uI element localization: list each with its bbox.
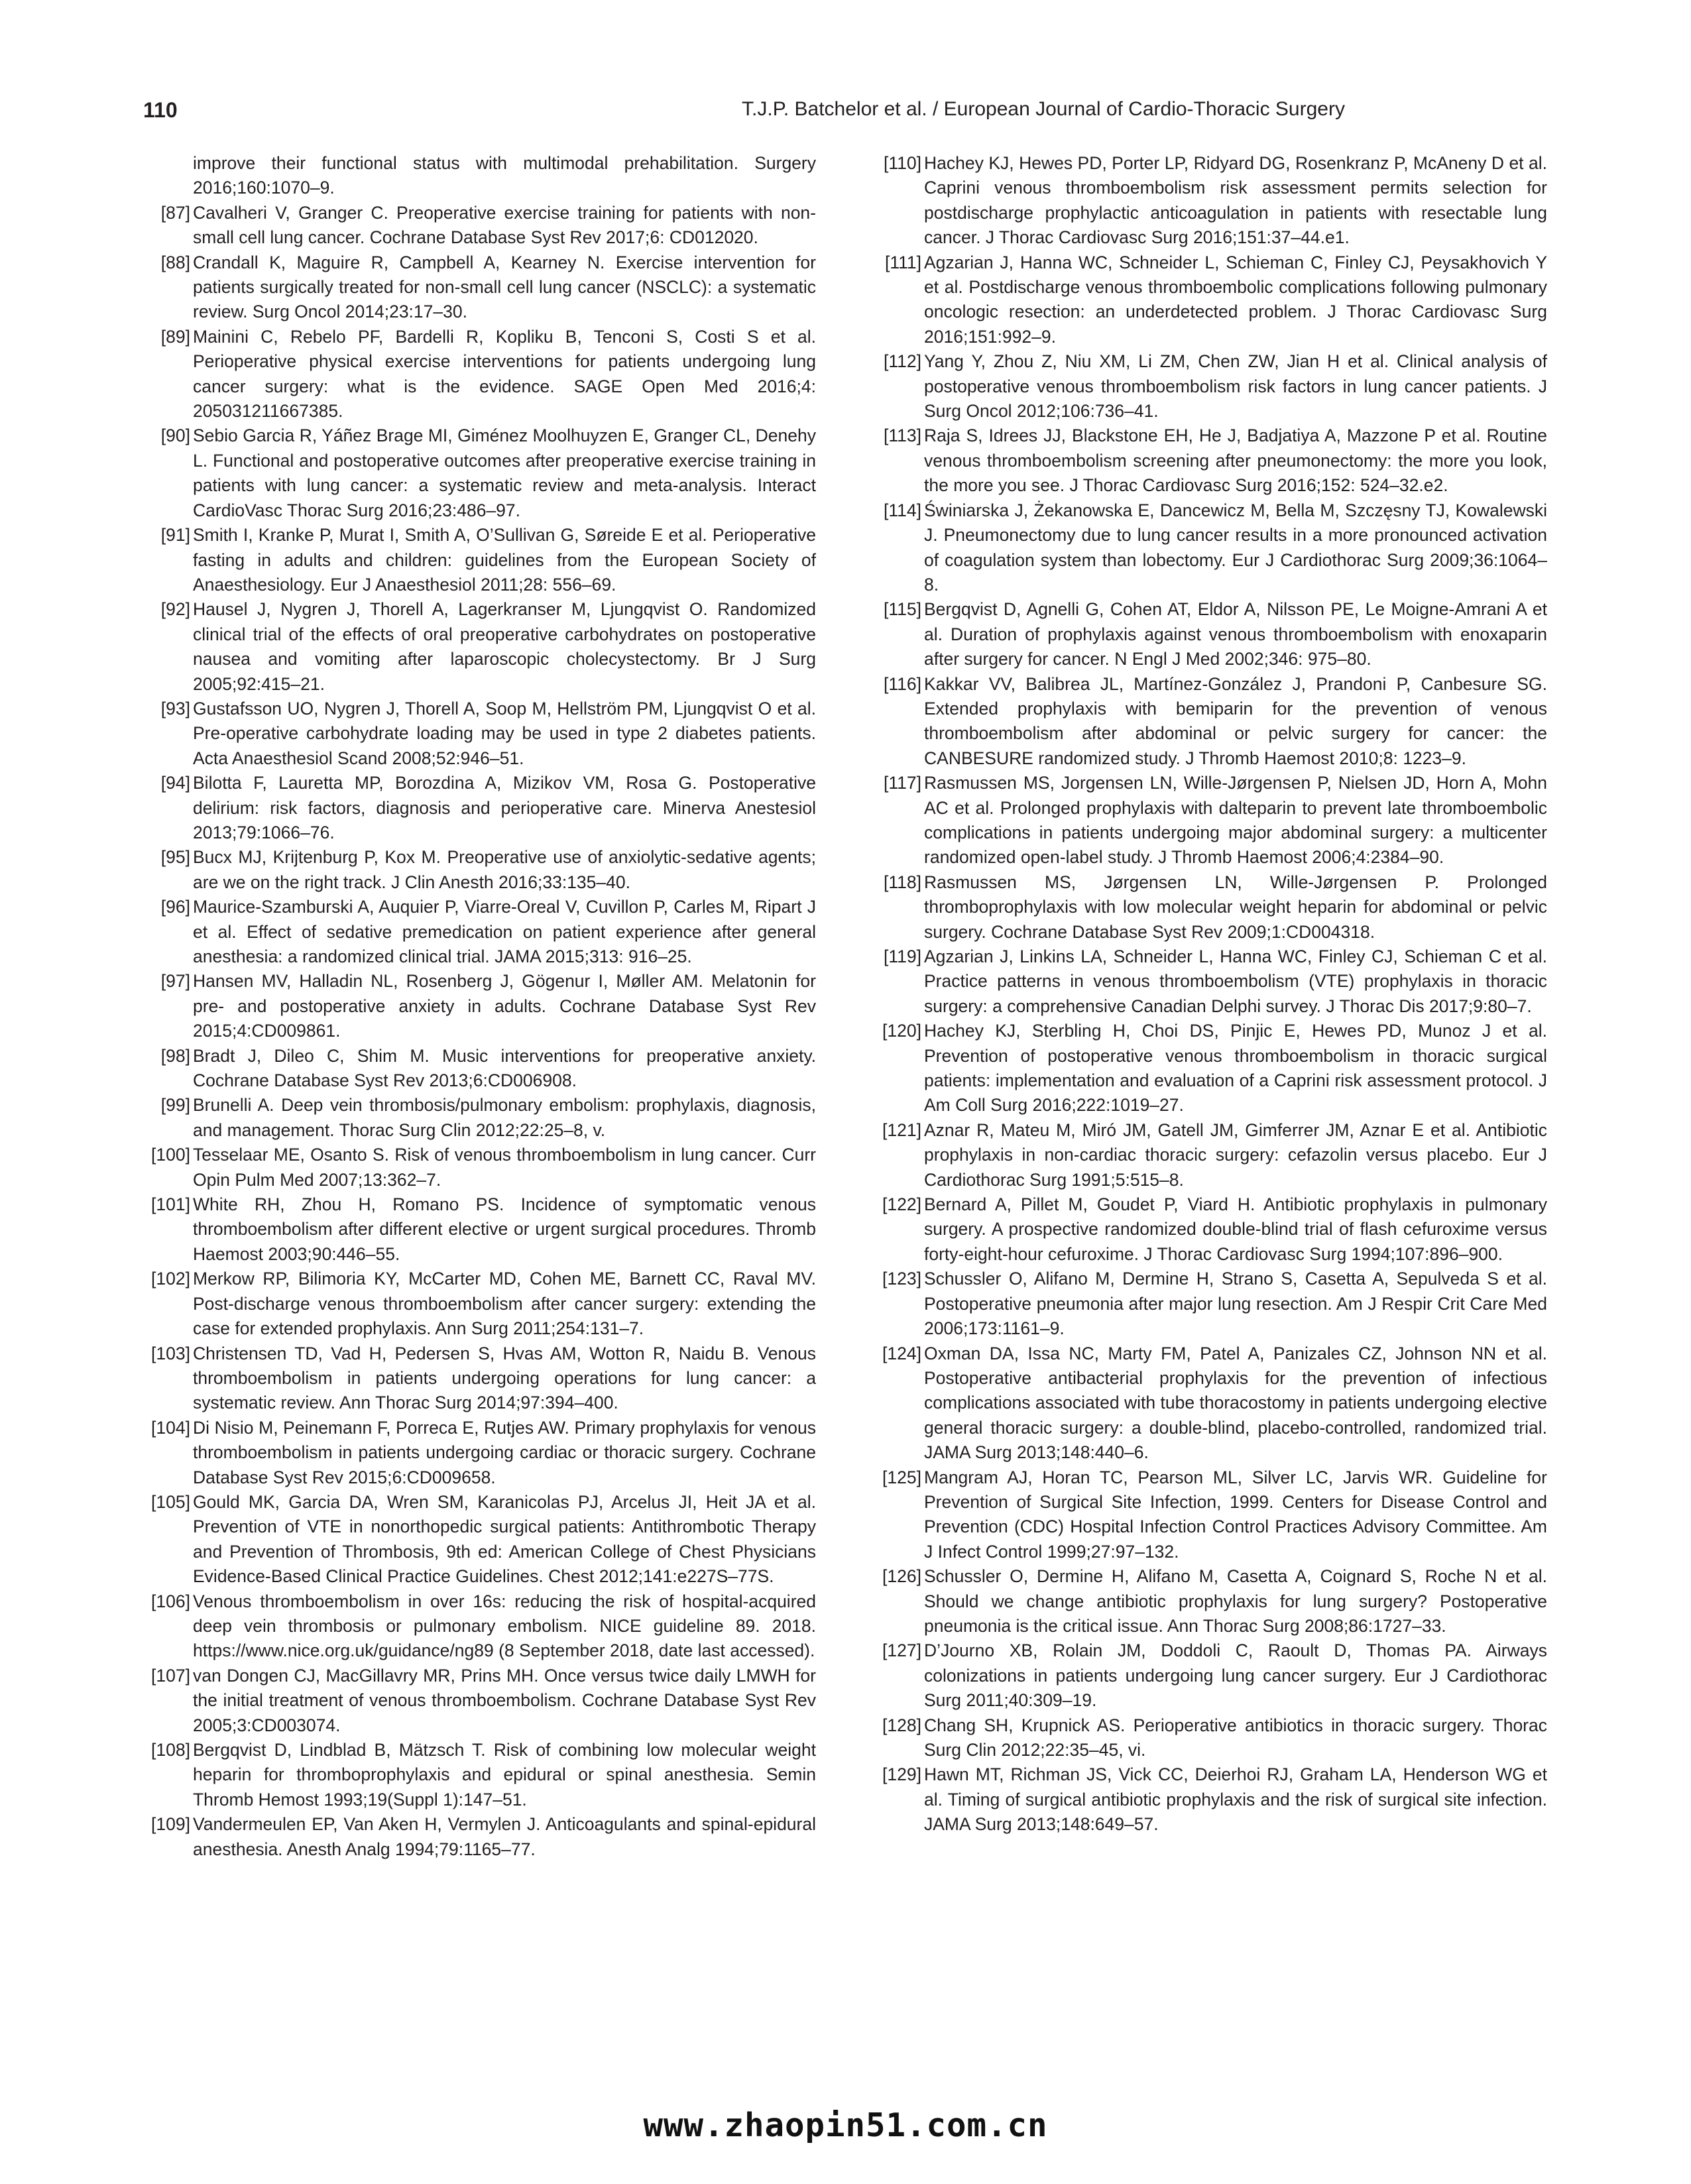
reference-number: [98] bbox=[160, 1045, 190, 1066]
reference-text: Tesselaar ME, Osanto S. Risk of venous thromboembolism in lung cancer. Curr Opin Pulm Med 2007;13:362–7. bbox=[193, 1145, 816, 1190]
reference-item bbox=[143, 771, 816, 845]
reference-number: [95] bbox=[160, 847, 190, 868]
reference-number: [117] bbox=[884, 773, 921, 793]
reference-number: [125] bbox=[882, 1467, 921, 1487]
reference-item bbox=[874, 251, 1547, 350]
reference-text: Yang Y, Zhou Z, Niu XM, Li ZM, Chen ZW, Jian H et al. Clinical analysis of postoperative venous thromboembolism risk factors in lung cancer patients. J Surg Oncol 2012;106:736–41. bbox=[924, 351, 1547, 422]
reference-item bbox=[874, 597, 1547, 671]
reference-column-left bbox=[143, 151, 816, 1862]
reference-number: [89] bbox=[160, 326, 190, 347]
reference-text: Kakkar VV, Balibrea JL, Martínez-González J, Prandoni P, Canbesure SG. Extended prophylaxis with bemiparin for the prevention of venous thromboembolism after abdominal or pelvic surgery for cancer: the CANBESURE randomized study. J Thromb Haemost 2010;8: 1223–9. bbox=[924, 673, 1547, 768]
reference-number: [105] bbox=[151, 1491, 190, 1512]
reference-item bbox=[874, 1466, 1547, 1565]
reference-text: Schussler O, Dermine H, Alifano M, Casetta A, Coignard S, Roche N et al. Should we change antibiotic prophylaxis for lung surgery? Postoperative pneumonia is the critical issue. Ann Thorac Surg 2008;86:1727–33. bbox=[924, 1566, 1547, 1636]
reference-text: Gould MK, Garcia DA, Wren SM, Karanicolas PJ, Arcelus JI, Heit JA et al. Prevention of VTE in nonorthopedic surgical patients: Antithrombotic Therapy and Prevention of Thrombosis, 9th ed: American College of Chest Physicians Evidence-Based Clinical Practice Guidelines. Chest 2012;141:e227S–77S. bbox=[193, 1491, 816, 1587]
reference-column-right bbox=[874, 151, 1547, 1837]
running-head: T.J.P. Batchelor et al. / European Journal of Cardio-Thoracic Surgery bbox=[742, 98, 1345, 120]
reference-number: [124] bbox=[882, 1343, 921, 1363]
reference-text: Venous thromboembolism in over 16s: reducing the risk of hospital-acquired deep vein thrombosis or pulmonary embolism. NICE guideline 89. 2018. https://www.nice.org.uk/guidance/ng89 (8 September 2018, date last accessed). bbox=[193, 1591, 816, 1661]
reference-item bbox=[874, 498, 1547, 598]
reference-text: Bergqvist D, Agnelli G, Cohen AT, Eldor A, Nilsson PE, Le Moigne-Amrani A et al. Duration of prophylaxis against venous thromboembolism with enoxaparin after surgery for cancer. N Engl J Med 2002;346: 975–80. bbox=[924, 599, 1547, 669]
reference-text: White RH, Zhou H, Romano PS. Incidence of symptomatic venous thromboembolism after different elective or urgent surgical procedures. Thromb Haemost 2003;90:446–55. bbox=[193, 1194, 816, 1264]
reference-item bbox=[874, 1762, 1547, 1837]
reference-item bbox=[874, 771, 1547, 870]
reference-number: [118] bbox=[884, 872, 921, 892]
reference-item bbox=[874, 424, 1547, 498]
reference-number: [97] bbox=[160, 971, 190, 992]
reference-number: [92] bbox=[160, 599, 190, 620]
reference-text: Hansen MV, Halladin NL, Rosenberg J, Gögenur I, Møller AM. Melatonin for pre- and postoperative anxiety in adults. Cochrane Database Syst Rev 2015;4:CD009861. bbox=[193, 971, 816, 1041]
reference-number: [113] bbox=[884, 426, 921, 446]
reference-text: Crandall K, Maguire R, Campbell A, Kearney N. Exercise intervention for patients surgically treated for non-small cell lung cancer (NSCLC): a systematic review. Surg Oncol 2014;23:17–30. bbox=[193, 252, 816, 322]
reference-text: Maurice-Szamburski A, Auquier P, Viarre-Oreal V, Cuvillon P, Carles M, Ripart J et al. Effect of sedative premedication on patient experience after general anesthesia: a randomized clinical trial. JAMA 2015;313: 916–25. bbox=[193, 897, 816, 966]
reference-text: Schussler O, Alifano M, Dermine H, Strano S, Casetta A, Sepulveda S et al. Postoperative pneumonia after major lung resection. Am J Respir Crit Care Med 2006;173:1161–9. bbox=[924, 1269, 1547, 1339]
reference-number: [128] bbox=[882, 1715, 921, 1735]
reference-item bbox=[874, 1638, 1547, 1713]
reference-number: [110] bbox=[884, 153, 921, 173]
reference-number: [123] bbox=[882, 1269, 921, 1289]
reference-number: [104] bbox=[151, 1417, 190, 1438]
reference-text: Bradt J, Dileo C, Shim M. Music interventions for preoperative anxiety. Cochrane Database Syst Rev 2013;6:CD006908. bbox=[193, 1045, 816, 1091]
reference-item bbox=[143, 1044, 816, 1094]
reference-item bbox=[143, 1738, 816, 1812]
reference-item bbox=[143, 895, 816, 969]
reference-item bbox=[143, 969, 816, 1043]
reference-text: Hawn MT, Richman JS, Vick CC, Deierhoi RJ, Graham LA, Henderson WG et al. Timing of surgical antibiotic prophylaxis and the risk of surgical site infection. JAMA Surg 2013;148:649–57. bbox=[924, 1764, 1547, 1835]
reference-number: [122] bbox=[882, 1194, 921, 1215]
reference-item bbox=[874, 1192, 1547, 1267]
reference-text: Cavalheri V, Granger C. Preoperative exercise training for patients with non-small cell lung cancer. Cochrane Database Syst Rev 2017;6: CD012020. bbox=[193, 202, 816, 248]
reference-number: [116] bbox=[884, 673, 921, 694]
reference-number: [120] bbox=[882, 1021, 921, 1041]
reference-text: Gustafsson UO, Nygren J, Thorell A, Soop M, Hellström PM, Ljungqvist O et al. Pre-operative carbohydrate loading may be used in type 2 diabetes patients. Acta Anaesthesiol Scand 2008;52:946–51. bbox=[193, 698, 816, 768]
footer-watermark: www.zhaopin51.com.cn bbox=[643, 2106, 1048, 2144]
reference-number: [111] bbox=[884, 252, 921, 272]
reference-number: [121] bbox=[882, 1120, 921, 1140]
reference-text: Smith I, Kranke P, Murat I, Smith A, O’Sullivan G, Søreide E et al. Perioperative fasting in adults and children: guidelines from the European Society of Anaesthesiology. Eur J Anaesthesiol 2011;28: 556–69. bbox=[193, 525, 816, 595]
reference-item bbox=[143, 597, 816, 697]
reference-continuation: improve their functional status with multimodal prehabilitation. Surgery 2016;160:1070–9. bbox=[193, 153, 816, 198]
reference-item bbox=[143, 1416, 816, 1490]
reference-item bbox=[143, 424, 816, 523]
reference-number: [129] bbox=[882, 1764, 921, 1785]
reference-item bbox=[143, 523, 816, 597]
reference-text: Di Nisio M, Peinemann F, Porreca E, Rutjes AW. Primary prophylaxis for venous thromboembolism in patients undergoing cardiac or thoracic surgery. Cochrane Database Syst Rev 2015;6:CD009658. bbox=[193, 1417, 816, 1487]
reference-number: [108] bbox=[151, 1740, 190, 1760]
reference-number: [119] bbox=[884, 947, 921, 966]
reference-text: Rasmussen MS, Jørgensen LN, Wille-Jørgensen P. Prolonged thromboprophylaxis with low molecular weight heparin for abdominal or pelvic surgery. Cochrane Database Syst Rev 2009;1:CD004318. bbox=[924, 872, 1547, 942]
reference-number: [93] bbox=[160, 698, 190, 718]
reference-number: [109] bbox=[151, 1814, 190, 1835]
reference-text: Hachey KJ, Hewes PD, Porter LP, Ridyard DG, Rosenkranz P, McAneny D et al. Caprini venous thromboembolism risk assessment permits selection for postdischarge prophylactic anticoagulation in patients with resectable lung cancer. J Thorac Cardiovasc Surg 2016;151:37–44.e1. bbox=[924, 153, 1547, 248]
reference-number: [88] bbox=[160, 252, 190, 272]
reference-item bbox=[143, 1490, 816, 1589]
reference-item bbox=[874, 672, 1547, 772]
page-number: 110 bbox=[143, 98, 178, 122]
reference-item bbox=[143, 1342, 816, 1416]
reference-text: Bucx MJ, Krijtenburg P, Kox M. Preoperative use of anxiolytic-sedative agents; are we on the right track. J Clin Anesth 2016;33:135–40. bbox=[193, 847, 816, 892]
reference-item bbox=[143, 1192, 816, 1267]
reference-item bbox=[143, 325, 816, 424]
reference-text: Bernard A, Pillet M, Goudet P, Viard H. Antibiotic prophylaxis in pulmonary surgery. A prospective randomized double-blind trial of flash cefuroxime versus forty-eight-hour cefuroxime. J Thorac Cardiovasc Surg 1994;107:896–900. bbox=[924, 1194, 1547, 1264]
reference-item bbox=[874, 870, 1547, 945]
reference-number: [96] bbox=[160, 897, 190, 917]
reference-item bbox=[143, 1093, 816, 1143]
reference-item bbox=[874, 1118, 1547, 1192]
reference-text: Sebio Garcia R, Yáñez Brage MI, Giménez Moolhuyzen E, Granger CL, Denehy L. Functional and postoperative outcomes after preoperative exercise training in patients with lung cancer: a systematic review and meta-analysis. Interact CardioVasc Thorac Surg 2016;23:486–97. bbox=[193, 426, 816, 520]
reference-text: Oxman DA, Issa NC, Marty FM, Patel A, Panizales CZ, Johnson NN et al. Postoperative antibacterial prophylaxis for the prevention of infectious complications associated with tube thoracostomy in patients undergoing elective general thoracic surgery: a double-blind, placebo-controlled, randomized trial. JAMA Surg 2013;148:440–6. bbox=[924, 1343, 1547, 1463]
reference-text: Christensen TD, Vad H, Pedersen S, Hvas AM, Wotton R, Naidu B. Venous thromboembolism in patients undergoing operations for lung cancer: a systematic review. Ann Thorac Surg 2014;97:394–400. bbox=[193, 1343, 816, 1413]
reference-item bbox=[143, 1664, 816, 1738]
reference-item bbox=[874, 1267, 1547, 1341]
reference-list-left bbox=[143, 201, 816, 1862]
reference-text: D’Journo XB, Rolain JM, Doddoli C, Raoult D, Thomas PA. Airways colonizations in patients undergoing lung cancer surgery. Eur J Cardiothorac Surg 2011;40:309–19. bbox=[924, 1640, 1547, 1711]
reference-number: [100] bbox=[151, 1145, 190, 1165]
reference-list-right bbox=[874, 151, 1547, 1837]
reference-text: Agzarian J, Hanna WC, Schneider L, Schieman C, Finley CJ, Peysakhovich Y et al. Postdischarge venous thromboembolic complications following pulmonary oncologic resection: an underdetected problem. J Thorac Cardiovasc Surg 2016;151:992–9. bbox=[924, 252, 1547, 347]
reference-item bbox=[874, 945, 1547, 1019]
reference-text: Mangram AJ, Horan TC, Pearson ML, Silver LC, Jarvis WR. Guideline for Prevention of Surgical Site Infection, 1999. Centers for Disease Control and Prevention (CDC) Hospital Infection Control Practices Advisory Committee. Am J Infect Control 1999;27:97–132. bbox=[924, 1467, 1547, 1562]
page-header bbox=[143, 91, 1547, 131]
reference-number: [91] bbox=[160, 525, 190, 546]
reference-item bbox=[874, 151, 1547, 251]
reference-item bbox=[143, 845, 816, 895]
reference-number: [127] bbox=[882, 1640, 921, 1661]
reference-item bbox=[874, 1342, 1547, 1466]
reference-number: [112] bbox=[884, 351, 921, 372]
reference-text: Bilotta F, Lauretta MP, Borozdina A, Mizikov VM, Rosa G. Postoperative delirium: risk factors, diagnosis and perioperative care. Minerva Anestesiol 2013;79:1066–76. bbox=[193, 773, 816, 842]
reference-item bbox=[143, 1812, 816, 1862]
reference-number: [107] bbox=[151, 1665, 190, 1686]
reference-item bbox=[143, 201, 816, 251]
reference-text: Hausel J, Nygren J, Thorell A, Lagerkranser M, Ljungqvist O. Randomized clinical trial of the effects of oral preoperative carbohydrates on postoperative nausea and vomiting after laparoscopic cholecystectomy. Br J Surg 2005;92:415–21. bbox=[193, 599, 816, 694]
reference-text: Agzarian J, Linkins LA, Schneider L, Hanna WC, Finley CJ, Schieman C et al. Practice patterns in venous thromboembolism (VTE) prophylaxis in thoracic surgery: a comprehensive Canadian Delphi survey. J Thorac Dis 2017;9:80–7. bbox=[924, 947, 1547, 1016]
reference-number: [126] bbox=[882, 1566, 921, 1587]
reference-number: [101] bbox=[151, 1194, 190, 1215]
reference-text: Rasmussen MS, Jorgensen LN, Wille-Jørgensen P, Nielsen JD, Horn A, Mohn AC et al. Prolonged prophylaxis with dalteparin to prevent late thromboembolic complications in patients undergoing major abdominal surgery: a multicenter randomized open-label study. J Thromb Haemost 2006;4:2384–90. bbox=[924, 773, 1547, 868]
reference-number: [114] bbox=[884, 500, 921, 520]
reference-item bbox=[143, 1267, 816, 1341]
reference-number: [90] bbox=[160, 426, 190, 446]
reference-text: Vandermeulen EP, Van Aken H, Vermylen J. Anticoagulants and spinal-epidural anesthesia. Anesth Analg 1994;79:1165–77. bbox=[193, 1814, 816, 1859]
reference-item bbox=[874, 1564, 1547, 1638]
reference-number: [87] bbox=[160, 202, 190, 223]
reference-item bbox=[143, 251, 816, 325]
reference-text: Hachey KJ, Sterbling H, Choi DS, Pinjic E, Hewes PD, Munoz J et al. Prevention of postoperative venous thromboembolism in thoracic surgical patients: implementation and evaluation of a Caprini risk assessment protocol. J Am Coll Surg 2016;222:1019–27. bbox=[924, 1021, 1547, 1116]
reference-number: [115] bbox=[884, 599, 921, 620]
reference-text: Świniarska J, Żekanowska E, Dancewicz M, Bella M, Szczęsny TJ, Kowalewski J. Pneumonectomy due to lung cancer results in a more pronounced activation of coagulation system than lobectomy. Eur J Cardiothorac Surg 2009;36:1064–8. bbox=[924, 500, 1547, 595]
reference-text: Aznar R, Mateu M, Miró JM, Gatell JM, Gimferrer JM, Aznar E et al. Antibiotic prophylaxis in non-cardiac thoracic surgery: cefazolin versus placebo. Eur J Cardiothorac Surg 1991;5:515–8. bbox=[924, 1120, 1547, 1190]
reference-text: Merkow RP, Bilimoria KY, McCarter MD, Cohen ME, Barnett CC, Raval MV. Post-discharge venous thromboembolism after cancer surgery: extending the case for extended prophylaxis. Ann Surg 2011;254:131–7. bbox=[193, 1269, 816, 1339]
reference-number: [103] bbox=[151, 1343, 190, 1363]
reference-item bbox=[143, 697, 816, 771]
reference-item bbox=[874, 1019, 1547, 1118]
reference-number: [99] bbox=[160, 1095, 190, 1116]
reference-text: van Dongen CJ, MacGillavry MR, Prins MH. Once versus twice daily LMWH for the initial treatment of venous thromboembolism. Cochrane Database Syst Rev 2005;3:CD003074. bbox=[193, 1665, 816, 1735]
reference-number: [106] bbox=[151, 1591, 190, 1611]
reference-number: [102] bbox=[151, 1269, 190, 1289]
reference-text: Mainini C, Rebelo PF, Bardelli R, Kopliku B, Tenconi S, Costi S et al. Perioperative physical exercise interventions for patients undergoing lung cancer surgery: what is the evidence. SAGE Open Med 2016;4: 205031211667385. bbox=[193, 326, 816, 422]
reference-item bbox=[143, 1589, 816, 1664]
reference-text: Raja S, Idrees JJ, Blackstone EH, He J, Badjatiya A, Mazzone P et al. Routine venous thromboembolism screening after pneumonectomy: the more you look, the more you see. J Thorac Cardiovasc Surg 2016;152: 524–32.e2. bbox=[924, 426, 1547, 496]
reference-item bbox=[874, 349, 1547, 424]
reference-text: Bergqvist D, Lindblad B, Mätzsch T. Risk of combining low molecular weight heparin for thromboprophylaxis and epidural or spinal anesthesia. Semin Thromb Hemost 1993;19(Suppl 1):147–51. bbox=[193, 1740, 816, 1810]
reference-number: [94] bbox=[160, 773, 190, 793]
reference-text: Brunelli A. Deep vein thrombosis/pulmonary embolism: prophylaxis, diagnosis, and management. Thorac Surg Clin 2012;22:25–8, v. bbox=[193, 1095, 816, 1140]
reference-item bbox=[874, 1713, 1547, 1763]
reference-item bbox=[143, 1143, 816, 1192]
reference-text: Chang SH, Krupnick AS. Perioperative antibiotics in thoracic surgery. Thorac Surg Clin 2012;22:35–45, vi. bbox=[924, 1715, 1547, 1760]
